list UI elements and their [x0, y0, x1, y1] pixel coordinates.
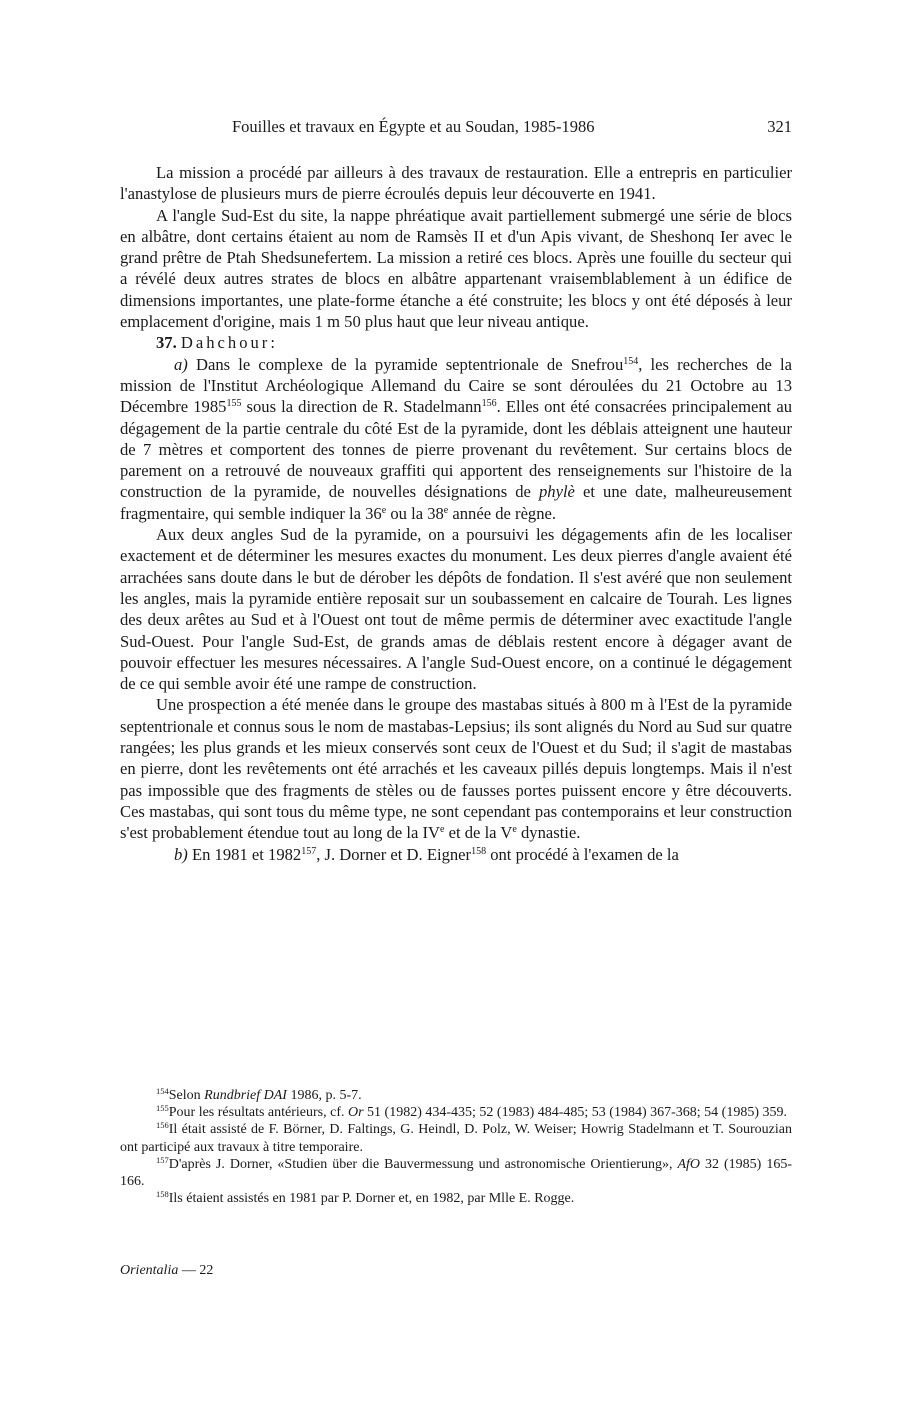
paragraph-alabaster-blocks: A l'angle Sud-Est du site, la nappe phréatique avait partiellement submergé une série de blocs en albâtre, dont certains étaient au nom de Ramsès II et d'un Apis vivant, de Sheshonq Ier avec le grand prêtre de Ptah Shedsunefertem. La mission a retiré ces blocs. Après une fouille du secteur qui a révélé deux autres strates de blocs en albâtre appartenant vraisemblablement à un édifice de dimensions importantes, une plate-forme étanche a été construite; les blocs y ont été déposés à leur emplacement d'origine, mais 1 m 50 plus haut que leur niveau antique. [120, 205, 792, 332]
footnote-ref-157: 157 [301, 845, 317, 857]
footnote-ref-154: 154 [623, 355, 639, 367]
journal-name: Orientalia [120, 1263, 179, 1278]
footnote-ref-158: 158 [471, 845, 487, 857]
section-number: 37. [156, 333, 177, 353]
footnotes [120, 1087, 792, 1207]
term-phyle: phylè [538, 482, 575, 502]
body-text [120, 162, 792, 865]
paragraph-dahchour-a: a) Dans le complexe de la pyramide septentrionale de Snefrou$^{154}$, les recherches de la mission de l'Institut Archéologique Allemand du Caire se sont déroulées du 21 Octobre au 13 Décembre 1985$^{155}$ sous la direction de R. Stadelmann$^{156}$. Elles ont été consacrées principalement au dégagement de la partie centrale du côté Est de la pyramide, dont les déblais atteignent une hauteur de 7 mètres et comportent des tonnes de pierre provenant du revêtement. Sur certains blocs de parement on a retrouvé de nouveaux graffiti qui apportent des renseignements sur l'histoire de la construction de la pyramide, de nouvelles désignations de phylè et une date, malheureusement fragmentaire, qui semble indiquer la 36e ou la 38e année de règne. [120, 354, 792, 523]
footnote-158: $^{158}$Ils étaient assistés en 1981 par P. Dorner et, en 1982, par Mlle E. Rogge. [156, 1189, 575, 1207]
paragraph-south-angles: Aux deux angles Sud de la pyramide, on a poursuivi les dégagements afin de les localiser exactement et de déterminer les mesures exactes du monument. Les deux pierres d'angle avaient été arrachées sans doute dans le but de dérober les dépôts de fondation. Il s'est avéré que non seulement les angles, mais la pyramide entière reposait sur un soubassement en calcaire de Tourah. Les lignes des deux arêtes au Sud et à l'Ouest ont tout de même permis de déterminer avec exactitude l'angle Sud-Ouest. Pour l'angle Sud-Est, de grands amas de déblais restent encore à dégager avant de pouvoir effectuer les mesures nécessaires. A l'angle Sud-Ouest encore, on a continué le dégagement de ce qui semble avoir été une rampe de construction. [120, 525, 792, 694]
paragraph-mastabas: Une prospection a été menée dans le groupe des mastabas situés à 800 m à l'Est de la pyramide septentrionale et connus sous le nom de mastabas-Lepsius; ils sont alignés du Nord au Sud sur quatre rangées; les plus grands et les mieux conservés sont ceux de l'Ouest et du Sud; il s'agit de mastabas en pierre, dont les revêtements ont été arrachés et les caveaux pillés depuis longtemps. Mais il n'est pas impossible que des fragments de stèles ou de fausses portes puissent encore y être découverts. Ces mastabas, qui sont tous du même type, ne sont cependant pas contemporains et leur construction s'est probablement étendue tout au long de la IVe et de la Ve dynastie. [120, 695, 792, 843]
running-head [120, 117, 792, 139]
signature-dash: — [181, 1263, 196, 1278]
footnote-155: $^{155}$Pour les résultats antérieurs, cf. Or 51 (1982) 434-435; 52 (1983) 484-485; 53 (1984) 367-368; 54 (1985) 359. [156, 1103, 787, 1121]
page-number: 321 [767, 117, 792, 136]
paragraph-dahchour-b: b) En 1981 et 1982$^{157}$, J. Dorner et D. Eigner$^{158}$ ont procédé à l'examen de la [174, 844, 679, 864]
footnote-ref-156: 156 [481, 398, 497, 410]
paragraph-restoration: La mission a procédé par ailleurs à des travaux de restauration. Elle a entrepris en particulier l'anastylose de plusieurs murs de pierre écroulés depuis leur découverte en 1941. [120, 163, 792, 204]
section-heading [120, 332, 792, 353]
footnote-ref-155: 155 [226, 398, 242, 410]
sheet-number: 22 [199, 1263, 214, 1278]
signature-line [120, 1263, 213, 1279]
item-label-a: a) [174, 354, 188, 374]
section-site: Dahchour: [180, 333, 278, 353]
item-label-b: b) [174, 844, 188, 864]
footnote-157: $^{157}$D'après J. Dorner, «Studien über die Bauvermessung und astronomische Orientierung», AfO 32 (1985) 165-166. [120, 1154, 792, 1190]
footnote-156: $^{156}$Il était assisté de F. Börner, D. Faltings, G. Heindl, D. Polz, W. Weiser; Howrig Stadelmann et T. Sourouzian ont participé aux travaux à titre temporaire. [120, 1120, 792, 1155]
running-title: Fouilles et travaux en Égypte et au Soudan, 1985-1986 [232, 117, 595, 136]
footnote-154: $^{154}$Selon Rundbrief DAI 1986, p. 5-7. [156, 1086, 362, 1103]
